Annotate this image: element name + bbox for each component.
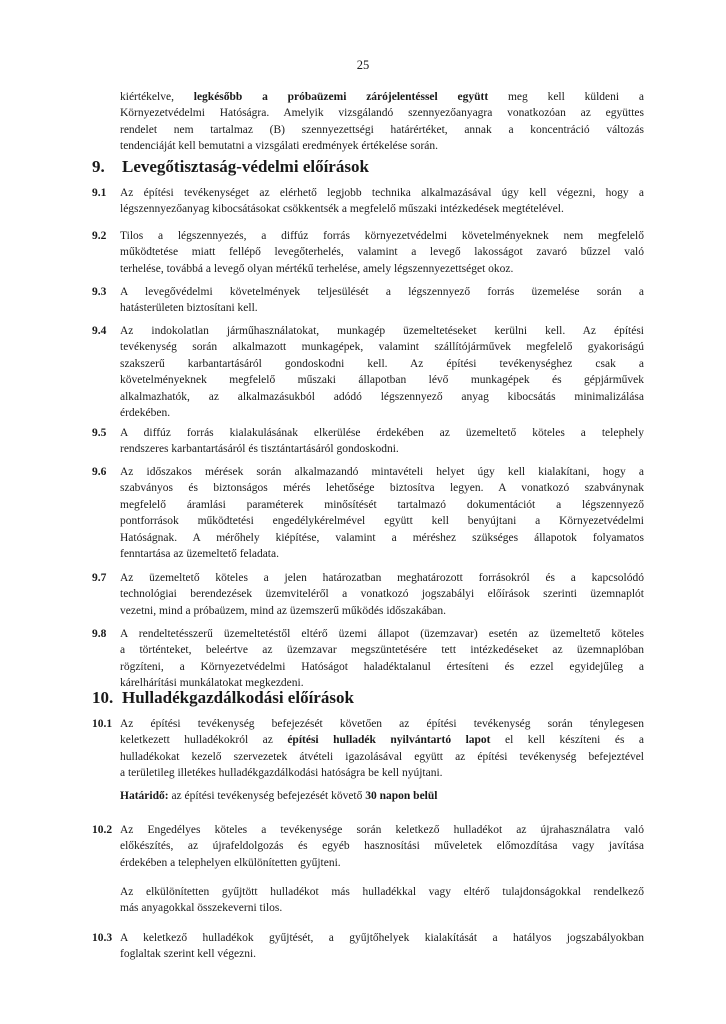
text-line: követelményeknek megfelelő műszaki állapotban lévő munkagépek és gépjárművek <box>120 374 644 387</box>
text-line: A keletkező hulladékok gyűjtését, a gyűjtőhelyek kialakítását a hatályos jogszabályokban <box>120 932 644 944</box>
item-number: 9.1 <box>92 187 107 199</box>
text-line: működtetése miatt fellépő levegőterhelés, valamint a levegő lakosságot zavaró bűzzel való <box>120 246 644 259</box>
text-line: A levegővédelmi követelmények teljesülését a légszennyező forrás üzemelése során a <box>120 286 644 298</box>
item-text <box>120 284 644 317</box>
text-line: tendenciáját kell bemutatni a vizsgálati eredmények értékelése során. <box>120 140 439 153</box>
item-text <box>120 464 644 562</box>
text-line: rögzíteni, a Környezetvédelmi Hatóságot haladéktalanul értesíteni és ezzel egyidejűleg a <box>120 660 644 673</box>
item-text <box>120 716 644 782</box>
item-number: 9.7 <box>92 572 107 584</box>
item-text <box>120 323 644 421</box>
item-number: 10.1 <box>92 718 113 730</box>
text-line: szakszerű karbantartásáról gondoskodni kell. Az építési tevékenységhez csak a <box>120 357 644 370</box>
deadline-line <box>120 788 644 804</box>
section-number: 10. <box>92 688 114 707</box>
text-line: előkészítés, az újrafeldolgozás és egyéb hasznosítási műveletek előmozdítása vagy javítása <box>120 840 644 853</box>
text-line: rendszeres karbantartásáról és tisztántartásáról gondoskodni. <box>120 443 399 456</box>
item-number: 9.3 <box>92 286 107 298</box>
item-number: 9.4 <box>92 325 107 337</box>
page-number: 25 <box>356 58 370 72</box>
text-line: vezetni, mind a próbaüzem, mind az üzemszerű működés időszakában. <box>120 604 447 617</box>
item-text <box>120 425 644 458</box>
text-line: a területileg illetékes hulladékgazdálkodási hatóságra be kell nyújtani. <box>120 767 443 780</box>
item-number: 10.2 <box>92 824 113 836</box>
item-number: 9.5 <box>92 427 107 439</box>
item-number: 9.2 <box>92 230 107 242</box>
item-text <box>120 822 644 871</box>
text-line: hulladékokat kezelő szervezetek átvételi igazolásával együtt az építési tevékenység befejeztével <box>120 750 644 763</box>
text-line: érdekében. <box>120 407 171 420</box>
text-line: alkalmazhatók, az alkalmazásukból adódó légszennyező anyag kibocsátás minimalizálása <box>120 390 644 403</box>
section-number: 9. <box>92 157 105 176</box>
intro-paragraph <box>120 89 644 155</box>
text-line: technológiai berendezések üzemviteléről a vonatkozó jogszabályi előírások szerinti üzemnaplót <box>120 588 644 601</box>
text-line: Az építési tevékenységet az elérhető legjobb technika alkalmazásával úgy kell végezni, hogy a <box>120 187 644 199</box>
text-line: rendelet nem tartalmaz (B) szennyezettségi határértéket, annak a koncentráció változás <box>120 123 644 136</box>
text-line: hatásterületen biztosítani kell. <box>120 302 258 315</box>
text-line: szabványos és biztonságos mérés lehetősége biztosítva legyen. A vonatkozó szabványnak <box>120 482 644 495</box>
text-line: Az elkülönítetten gyűjtött hulladékot más hulladékkal vagy eltérő tulajdonságokkal rendelkező <box>120 886 644 898</box>
text-line: megfelelő áramlási paraméterek minősítését tartalmazó dokumentációt a légszennyező <box>120 498 644 511</box>
text-line: A diffúz forrás kialakulásának elkerülése érdekében az üzemeltető köteles a telephely <box>120 427 644 439</box>
item-number: 9.6 <box>92 466 107 478</box>
text-line: más anyagokkal összekeverni tilos. <box>120 902 283 915</box>
text-line: kárelhárítási munkálatokat megkezdeni. <box>120 677 304 690</box>
text-line: Az időszakos mérések során alkalmazandó mintavételi helyet úgy kell kialakítani, hogy a <box>120 466 644 478</box>
text-line: légszennyezőanyag kibocsátásokat csökkentsék a megfelelő műszaki intézkedések megtételével. <box>120 203 564 216</box>
section-title: Hulladékgazdálkodási előírások <box>122 688 354 707</box>
section-9-heading <box>92 157 369 177</box>
section-10-heading <box>92 688 354 708</box>
item-text <box>120 884 644 917</box>
text-line: A rendeltetésszerű üzemeltetéstől eltérő üzemi állapot (üzemzavar) esetén az üzemeltető köteles <box>120 628 644 640</box>
item-text <box>120 570 644 619</box>
text-line: keletkezett hulladékokról az építési hulladék nyilvántartó lapot el kell készíteni és a <box>120 734 645 747</box>
item-text <box>120 626 644 692</box>
text-line: kiértékelve, legkésőbb a próbaüzemi zárójelentéssel együtt meg kell küldeni a <box>120 91 644 103</box>
text-line: terhelése, továbbá a levegő olyan mértékű terhelése, amely légszennyezettséget okoz. <box>120 262 514 275</box>
text-line: Környezetvédelmi Hatóságra. Amelyik vizsgálandó szennyezőanyagra vonatkozóan az együttes <box>120 107 644 120</box>
text-line: pontforrások működtetési engedélykérelmével együtt kell benyújtani a Környezetvédelmi <box>120 515 644 528</box>
text-line: Tilos a légszennyezés, a diffúz forrás környezetvédelmi követelményeknek nem megfelelő <box>120 230 644 242</box>
text-line: tevékenység során alkalmazott munkagépek, valamint szállítójárművek megfelelő gyakoriságú <box>120 341 644 354</box>
text-line: Az építési tevékenység befejezését követően az építési tevékenység során ténylegesen <box>120 718 644 730</box>
item-text <box>120 930 644 963</box>
text-line: érdekében a telephelyen elkülönítetten gyűjteni. <box>120 856 341 869</box>
text-line: fenntartása az üzemeltető feladata. <box>120 548 279 561</box>
text-line: Határidő: az építési tevékenység befejezését követő 30 napon belül <box>120 790 438 802</box>
section-title: Levegőtisztaság-védelmi előírások <box>122 157 369 176</box>
text-line: a történteket, beleértve az üzemzavar megszüntetésére tett intézkedéseket az üzemnaplóban <box>120 644 644 657</box>
text-line: Hatóságnak. A mérőhely kiépítése, valamint a méréshez szükséges állapotok folyamatos <box>120 531 644 544</box>
text-line: Az Engedélyes köteles a tevékenysége során keletkező hulladékot az újrahasználatra való <box>120 824 644 836</box>
text-line: foglaltak szerint kell végezni. <box>120 948 257 961</box>
item-number: 9.8 <box>92 628 107 640</box>
item-text <box>120 185 644 218</box>
item-text <box>120 228 644 277</box>
text-line: Az üzemeltető köteles a jelen határozatban meghatározott forrásokról és a kapcsolódó <box>120 572 644 584</box>
item-number: 10.3 <box>92 932 113 944</box>
text-line: Az indokolatlan járműhasználatokat, munkagép üzemeltetéseket kerülni kell. Az építési <box>120 325 644 337</box>
